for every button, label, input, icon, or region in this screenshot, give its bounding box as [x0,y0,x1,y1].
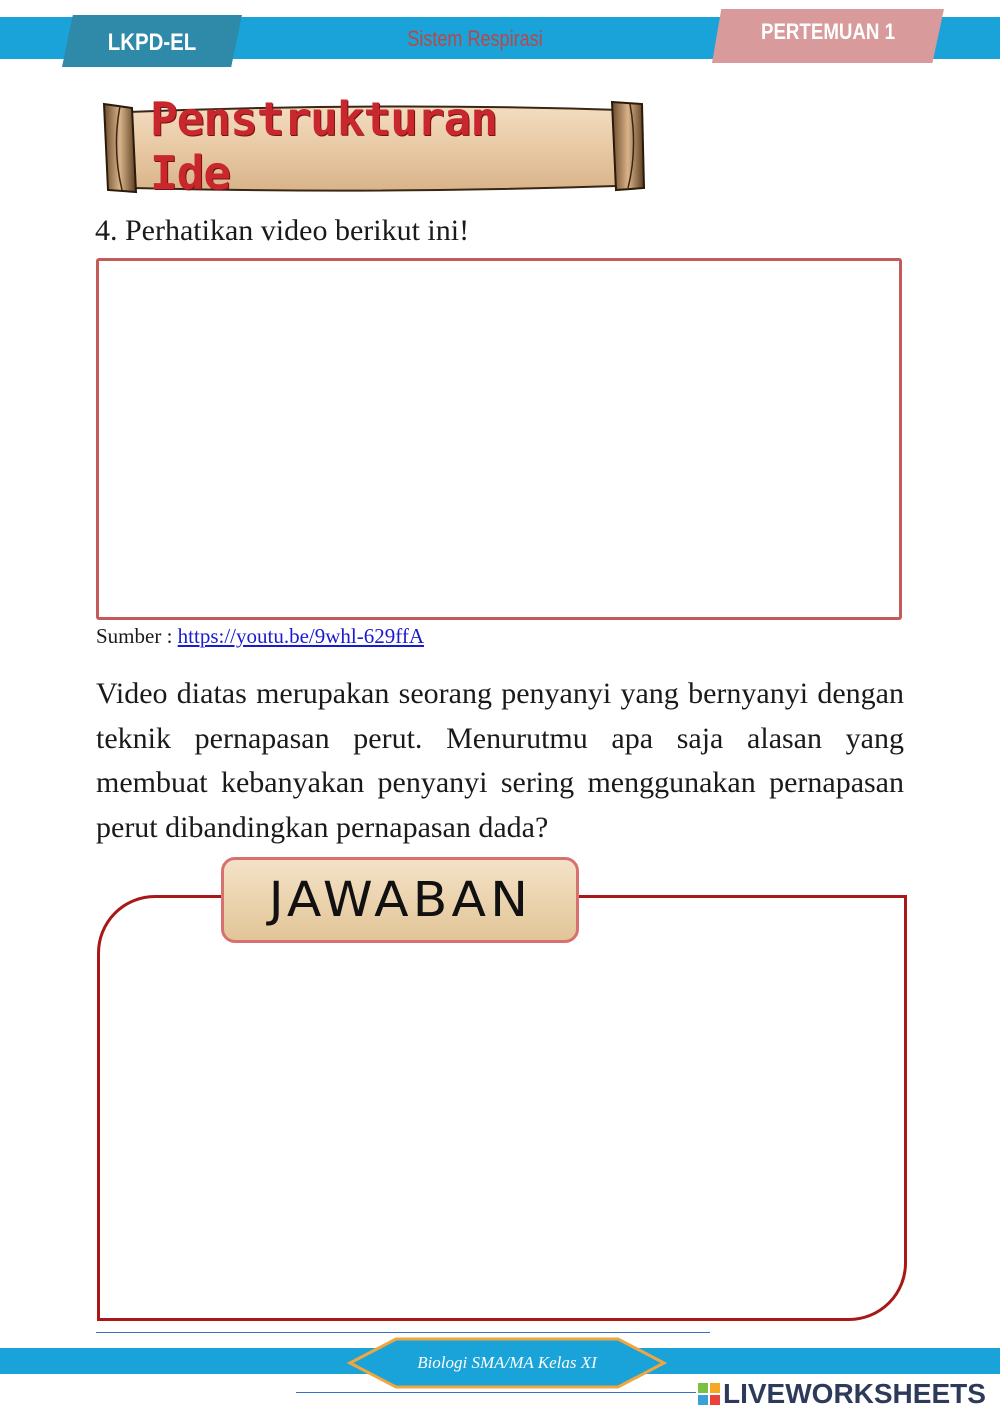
source-link[interactable]: https://youtu.be/9whl-629ffA [177,624,425,648]
footer-rule-bottom [296,1392,696,1393]
source-line [96,624,424,649]
footer-rule-top [96,1332,710,1333]
header-right-label: PERTEMUAN 1 [760,19,896,44]
answer-textbox[interactable] [97,895,907,1321]
section-title: Penstrukturan Ide [150,92,498,200]
liveworksheets-logo-icon [698,1383,720,1405]
liveworksheets-brand[interactable] [698,1377,986,1411]
source-prefix: Sumber : [96,624,178,648]
question-paragraph: Video diatas merupakan seorang penyanyi yang bernyanyi dengan teknik pernapasan perut. Menurutmu apa saja alasan yang membuat kebanyakan penyanyi sering menggunakan pernapasan perut dibandingkan pernapasan dada? [96,677,904,844]
header-left-label: LKPD-EL [107,29,197,56]
answer-label-badge [221,857,579,943]
video-embed[interactable] [96,258,902,620]
header-title: Sistem Respirasi [407,26,543,51]
question-label: 4. Perhatikan video berikut ini! [95,214,470,247]
answer-label: JAWABAN [268,872,532,928]
footer-subject: Biologi SMA/MA Kelas XI [417,1353,597,1372]
liveworksheets-wordmark: LIVEWORKSHEETS [723,1378,986,1409]
